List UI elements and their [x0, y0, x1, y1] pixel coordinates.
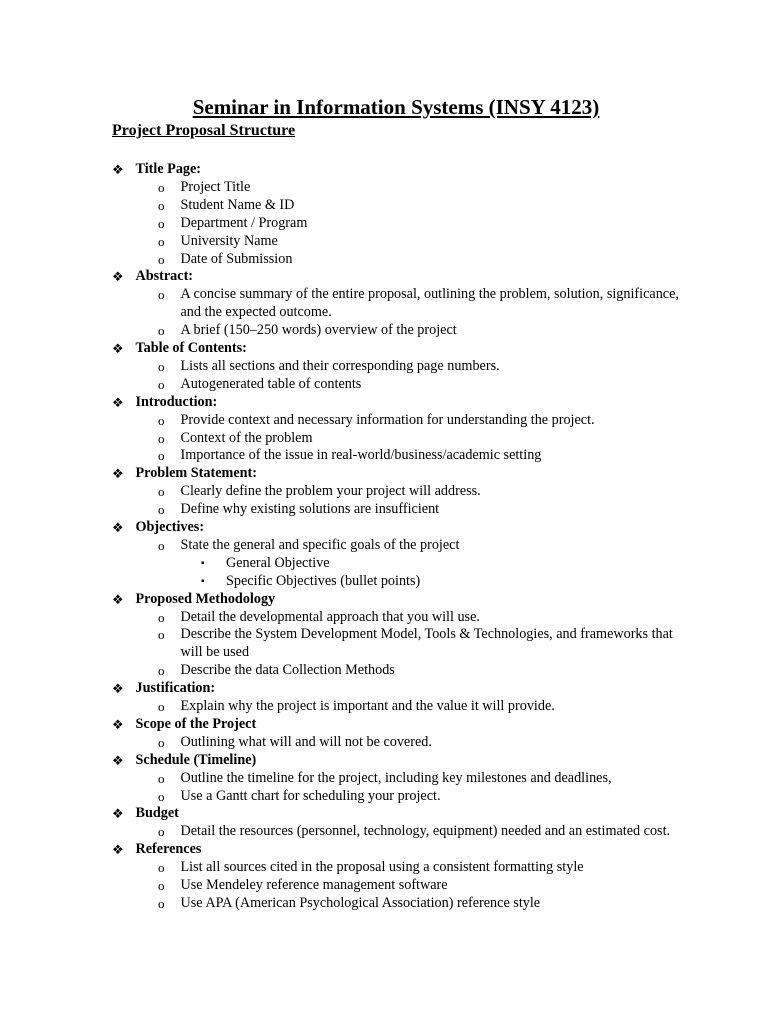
section-label: Budget [135, 805, 179, 822]
section-label: References [135, 841, 202, 858]
circle-bullet-icon: o [158, 430, 165, 446]
circle-bullet-icon: o [158, 860, 165, 876]
section-heading [0, 805, 768, 823]
list-item [0, 788, 768, 806]
list-item-text: Explain why the project is important and the value it will provide. [180, 698, 555, 715]
circle-bullet-icon: o [158, 215, 165, 231]
list-item [0, 823, 768, 841]
circle-bullet-icon: o [158, 233, 165, 249]
section [0, 841, 768, 913]
list-item [0, 626, 768, 662]
diamond-bullet-icon: ❖ [112, 591, 124, 607]
diamond-bullet-icon: ❖ [112, 341, 124, 357]
circle-bullet-icon: o [158, 287, 165, 303]
circle-bullet-icon: o [158, 323, 165, 339]
list-item [0, 358, 768, 376]
list-item-text: Outline the timeline for the project, including key milestones and deadlines, [180, 769, 612, 786]
section-label: Title Page: [135, 161, 202, 177]
section-label: Table of Contents: [135, 340, 247, 357]
page-subtitle: Project Proposal Structure [112, 122, 296, 139]
list-item-text: Department / Program [180, 214, 308, 231]
circle-bullet-icon: o [158, 376, 165, 392]
circle-bullet-icon: o [158, 197, 165, 213]
list-item [0, 251, 768, 269]
list-item-text: Context of the problem [180, 429, 313, 446]
circle-bullet-icon: o [158, 824, 165, 840]
list-item [0, 859, 768, 877]
section [0, 394, 768, 466]
diamond-bullet-icon: ❖ [112, 269, 124, 285]
list-item [0, 770, 768, 788]
list-item [0, 430, 768, 448]
section [0, 680, 768, 716]
list-item [0, 734, 768, 752]
list-item-text: State the general and specific goals of the project [180, 536, 460, 553]
circle-bullet-icon: o [158, 251, 165, 267]
circle-bullet-icon: o [158, 502, 165, 518]
section-heading [0, 340, 768, 358]
circle-bullet-icon: o [158, 788, 165, 804]
list-item-text: University Name [180, 232, 278, 249]
circle-bullet-icon: o [158, 734, 165, 750]
section-heading [0, 752, 768, 770]
list-item-text: Project Title [180, 178, 251, 195]
section [0, 716, 768, 752]
section-label: Proposed Methodology [135, 590, 276, 607]
section [0, 752, 768, 806]
section [0, 161, 768, 268]
section-heading [0, 161, 768, 179]
list-item [0, 698, 768, 716]
sub-list-item [0, 573, 768, 591]
square-bullet-icon: ▪ [201, 557, 205, 569]
circle-bullet-icon: o [158, 878, 165, 894]
list-item [0, 609, 768, 627]
diamond-bullet-icon: ❖ [112, 752, 124, 768]
section-heading [0, 465, 768, 483]
list-item-text: A concise summary of the entire proposal, outlining the problem, solution, significance, and the expected outcome. [180, 286, 679, 321]
circle-bullet-icon: o [158, 699, 165, 715]
section [0, 268, 768, 340]
list-item [0, 877, 768, 895]
section-label: Justification: [135, 680, 216, 697]
section-label: Problem Statement: [135, 465, 257, 482]
section [0, 591, 768, 681]
page-title: Seminar in Information Systems (INSY 4123) [192, 95, 600, 119]
list-item-text: Use APA (American Psychological Association) reference style [180, 894, 541, 911]
circle-bullet-icon: o [158, 179, 165, 195]
diamond-bullet-icon: ❖ [112, 394, 124, 410]
list-item-text: Autogenerated table of contents [180, 375, 362, 392]
list-item-text: Define why existing solutions are insufficient [180, 501, 440, 518]
list-item-text: Detail the resources (personnel, technology, equipment) needed and an estimated cost. [180, 823, 671, 840]
list-item-text: Use Mendeley reference management software [180, 877, 448, 894]
list-item [0, 286, 768, 322]
list-item [0, 322, 768, 340]
circle-bullet-icon: o [158, 609, 165, 625]
section-heading [0, 268, 768, 286]
outline [0, 161, 768, 913]
circle-bullet-icon: o [158, 663, 165, 679]
section-heading [0, 591, 768, 609]
list-item-text: Student Name & ID [180, 196, 295, 213]
circle-bullet-icon: o [158, 895, 165, 911]
section-heading [0, 680, 768, 698]
circle-bullet-icon: o [158, 448, 165, 464]
list-item [0, 483, 768, 501]
section-heading [0, 394, 768, 412]
section-heading [0, 841, 768, 859]
diamond-bullet-icon: ❖ [112, 681, 124, 697]
section-heading [0, 519, 768, 537]
circle-bullet-icon: o [158, 770, 165, 786]
square-bullet-icon: ▪ [201, 575, 205, 587]
section-label: Objectives: [135, 519, 205, 536]
circle-bullet-icon: o [158, 627, 165, 643]
list-item-text: Describe the System Development Model, Tools & Technologies, and frameworks that will be used [180, 626, 673, 661]
section-label: Schedule (Timeline) [135, 751, 257, 768]
list-item-text: Date of Submission [180, 250, 293, 267]
diamond-bullet-icon: ❖ [112, 842, 124, 858]
list-item-text: A brief (150–250 words) overview of the project [180, 322, 457, 339]
list-item-text: Lists all sections and their corresponding page numbers. [180, 357, 500, 374]
sub-list-item-text: Specific Objectives (bullet points) [226, 572, 421, 589]
list-item [0, 537, 768, 555]
circle-bullet-icon: o [158, 484, 165, 500]
list-item-text: Importance of the issue in real-world/business/academic setting [180, 447, 542, 464]
list-item-text: Use a Gantt chart for scheduling your project. [180, 787, 441, 804]
section [0, 519, 768, 591]
diamond-bullet-icon: ❖ [112, 716, 124, 732]
sub-list-item-text: General Objective [226, 554, 330, 571]
circle-bullet-icon: o [158, 358, 165, 374]
section-heading [0, 716, 768, 734]
list-item [0, 376, 768, 394]
diamond-bullet-icon: ❖ [112, 806, 124, 822]
section [0, 805, 768, 841]
list-item [0, 197, 768, 215]
circle-bullet-icon: o [158, 537, 165, 553]
sub-list-item [0, 555, 768, 573]
circle-bullet-icon: o [158, 412, 165, 428]
list-item-text: Detail the developmental approach that you will use. [180, 608, 480, 625]
list-item-text: List all sources cited in the proposal using a consistent formatting style [180, 859, 584, 876]
list-item [0, 895, 768, 913]
list-item-text: Clearly define the problem your project will address. [180, 483, 481, 500]
list-item [0, 412, 768, 430]
section-label: Introduction: [135, 393, 218, 410]
list-item-text: Outlining what will and will not be covered. [180, 733, 432, 750]
diamond-bullet-icon: ❖ [112, 466, 124, 482]
section-label: Abstract: [135, 268, 194, 285]
list-item-text: Provide context and necessary information for understanding the project. [180, 411, 595, 428]
list-item [0, 179, 768, 197]
diamond-bullet-icon: ❖ [112, 162, 124, 177]
section-label: Scope of the Project [135, 715, 257, 732]
list-item [0, 447, 768, 465]
section [0, 465, 768, 519]
list-item [0, 233, 768, 251]
list-item [0, 215, 768, 233]
list-item [0, 501, 768, 519]
list-item [0, 662, 768, 680]
section [0, 340, 768, 394]
diamond-bullet-icon: ❖ [112, 520, 124, 536]
list-item-text: Describe the data Collection Methods [180, 662, 395, 679]
